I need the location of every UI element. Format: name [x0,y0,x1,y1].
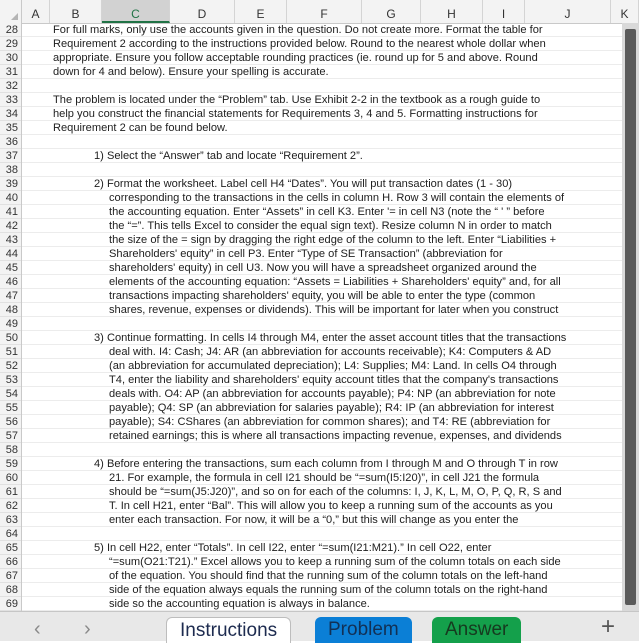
row-header[interactable]: 28 [0,23,21,37]
instruction-text: For full marks, only use the accounts given in the question. Do not create more. Format the table for [53,24,543,36]
instruction-text: (an abbreviation for accumulated depreciation); L4: Supplies; M4: Land. In cells O4 through [109,360,557,372]
instruction-text: of the equation. You should find that the running sum of the column totals on the left-hand [109,570,548,582]
worksheet-row[interactable] [22,485,622,499]
worksheet-row[interactable] [22,331,622,345]
instruction-text: retained earnings; this is where all transactions impacting revenue, expenses, and dividends [109,430,562,442]
instruction-text: shares, revenue, expenses or dividends). This will be important for later when you construct [109,304,559,316]
row-header[interactable]: 50 [0,331,21,345]
worksheet-row[interactable] [22,149,622,163]
row-header[interactable]: 31 [0,65,21,79]
worksheet-row[interactable] [22,23,622,37]
row-header[interactable]: 49 [0,317,21,331]
row-header[interactable]: 35 [0,121,21,135]
worksheet-row[interactable] [22,457,622,471]
instruction-text: the size of the = sign by dragging the right edge of the column to the left. Enter “Liabilities + [109,234,557,246]
instruction-text: 5) In cell H22, enter “Totals”. In cell I22, enter “=sum(I21:M21).” In cell O22, enter [94,542,492,554]
row-header[interactable]: 54 [0,387,21,401]
worksheet-row[interactable] [22,219,622,233]
row-header[interactable]: 30 [0,51,21,65]
column-header-d[interactable]: D [170,0,235,23]
instruction-text: down for 4 and below). Ensure your spelling is accurate. [53,66,329,78]
worksheet-row[interactable] [22,373,622,387]
instruction-text: payable); Q4: SP (an abbreviation for salaries payable); R4: IP (an abbreviation for interest [109,402,554,414]
worksheet-row[interactable] [22,345,622,359]
worksheet-row[interactable] [22,205,622,219]
instruction-text: 1) Select the “Answer” tab and locate “Requirement 2”. [94,150,363,162]
worksheet-row[interactable] [22,233,622,247]
instruction-text: side of the equation always equals the running sum of the column totals on the right-hand [109,584,548,596]
instruction-text: 4) Before entering the transactions, sum each column from I through M and O through T in row [94,458,558,470]
worksheet-row[interactable] [22,93,622,107]
scrollbar-thumb[interactable] [625,29,636,605]
row-header[interactable]: 68 [0,583,21,597]
instruction-text: 3) Continue formatting. In cells I4 through M4, enter the asset account titles that the transactions [94,332,567,344]
add-sheet-icon[interactable]: + [600,613,615,640]
worksheet-row[interactable] [22,275,622,289]
row-header[interactable]: 38 [0,163,21,177]
instruction-text: transactions impacting shareholders' equity, you will be able to enter the type (common [109,290,536,302]
worksheet-row[interactable] [22,541,622,555]
worksheet-row[interactable] [22,163,622,177]
row-header[interactable]: 64 [0,527,21,541]
row-header[interactable]: 69 [0,597,21,611]
row-header[interactable]: 29 [0,37,21,51]
worksheet-row[interactable] [22,513,622,527]
worksheet-row[interactable] [22,107,622,121]
column-header-h[interactable]: H [421,0,483,23]
instruction-text: Shareholders' equity” in cell P3. Enter “Type of SE Transaction” (abbreviation for [109,248,503,260]
instruction-text: the accounting equation. Enter “Assets” in cell K3. Enter '= in cell N3 (note the “ ' ” before [109,206,545,218]
worksheet-row[interactable] [22,527,622,541]
row-header[interactable]: 55 [0,401,21,415]
row-header[interactable]: 66 [0,555,21,569]
worksheet-row[interactable] [22,261,622,275]
worksheet-row[interactable] [22,597,622,611]
row-header[interactable]: 60 [0,471,21,485]
worksheet-row[interactable] [22,359,622,373]
worksheet-row[interactable] [22,583,622,597]
row-header[interactable]: 33 [0,93,21,107]
worksheet-row[interactable] [22,121,622,135]
worksheet-row[interactable] [22,429,622,443]
row-header[interactable]: 32 [0,79,21,93]
worksheet-row[interactable] [22,191,622,205]
column-header-c[interactable]: C [102,0,170,23]
instruction-text: payable); S4: CShares (an abbreviation for common shares); and T4: RE (abbreviation for [109,416,551,428]
row-header[interactable]: 45 [0,261,21,275]
worksheet-row[interactable] [22,79,622,93]
instruction-text: shareholders' equity) in cell U3. Now you will have a spreadsheet organized around the [109,262,537,274]
instruction-text: Requirement 2 according to the instructions provided below. Round to the nearest whole dollar when [53,38,546,50]
worksheet-row[interactable] [22,401,622,415]
tab-instructions[interactable]: Instructions [166,617,291,643]
instruction-text: 21. For example, the formula in cell I21 should be “=sum(I5:I20)”, in cell J21 the formula [109,472,540,484]
worksheet-row[interactable] [22,135,622,149]
column-header-a[interactable]: A [22,0,50,23]
row-header[interactable]: 63 [0,513,21,527]
worksheet-row[interactable] [22,387,622,401]
worksheet-row[interactable] [22,289,622,303]
worksheet-row[interactable] [22,415,622,429]
column-header-i[interactable]: I [483,0,525,23]
row-header[interactable]: 62 [0,499,21,513]
row-header[interactable]: 51 [0,345,21,359]
row-header[interactable]: 40 [0,191,21,205]
worksheet-row[interactable] [22,317,622,331]
row-header[interactable]: 67 [0,569,21,583]
worksheet-row[interactable] [22,471,622,485]
row-header[interactable]: 61 [0,485,21,499]
tab-problem[interactable]: Problem [315,617,412,643]
worksheet-row[interactable] [22,443,622,457]
row-header[interactable]: 37 [0,149,21,163]
row-header[interactable]: 58 [0,443,21,457]
row-header[interactable]: 46 [0,275,21,289]
row-header[interactable]: 59 [0,457,21,471]
column-header-f[interactable]: F [287,0,362,23]
row-header[interactable]: 41 [0,205,21,219]
row-header[interactable]: 48 [0,303,21,317]
column-header-bar [0,0,639,24]
instruction-text: deal with. I4: Cash; J4: AR (an abbreviation for accounts receivable); K4: Computers & AD [109,346,552,358]
column-header-b[interactable]: B [50,0,102,23]
instruction-text: help you construct the financial statements for Requirements 3, 4 and 5. Formatting instructions for [53,108,538,120]
tab-answer[interactable]: Answer [432,617,521,643]
column-header-g[interactable]: G [362,0,421,23]
worksheet-row[interactable] [22,247,622,261]
row-header[interactable]: 56 [0,415,21,429]
worksheet-grid[interactable] [22,23,622,611]
instruction-text: enter each transaction. For now, it will be a “0,” but this will change as you enter the [109,514,519,526]
worksheet-row[interactable] [22,51,622,65]
row-header[interactable]: 57 [0,429,21,443]
instruction-text: T. In cell H21, enter “Bal”. This will allow you to keep a running sum of the accounts as you [109,500,553,512]
worksheet-row[interactable] [22,65,622,79]
instruction-text: T4, enter the liability and shareholders' equity account titles that the company's transactions [109,374,559,386]
row-header-bar [0,23,22,611]
worksheet-row[interactable] [22,177,622,191]
instruction-text: 2) Format the worksheet. Label cell H4 “Dates”. You will put transaction dates (1 - 30) [94,178,513,190]
row-header[interactable]: 43 [0,233,21,247]
instruction-text: The problem is located under the “Problem” tab. Use Exhibit 2-2 in the textbook as a rough guide to [53,94,541,106]
row-header[interactable]: 44 [0,247,21,261]
worksheet-row[interactable] [22,499,622,513]
instruction-text: elements of the accounting equation: “Assets = Liabilities + Shareholders' equity” and, for all [109,276,561,288]
instruction-text: deals with. O4: AP (an abbreviation for accounts payable); P4: NP (an abbreviation for note [109,388,556,400]
previous-sheet-icon[interactable]: ‹ [34,618,41,640]
sheet-tab-bar [0,611,639,641]
vertical-scrollbar[interactable] [622,23,639,611]
select-all-corner[interactable] [0,0,22,23]
worksheet-row[interactable] [22,303,622,317]
worksheet-row[interactable] [22,555,622,569]
instruction-text: side so the accounting equation is always in balance. [109,598,370,610]
worksheet-row[interactable] [22,569,622,583]
instruction-text: appropriate. Ensure you follow acceptable rounding practices (ie. round up for 5 and above. Round [53,52,538,64]
column-header-e[interactable]: E [235,0,287,23]
row-header[interactable]: 39 [0,177,21,191]
row-header[interactable]: 53 [0,373,21,387]
row-header[interactable]: 47 [0,289,21,303]
column-header-j[interactable]: J [525,0,611,23]
instruction-text: corresponding to the transactions in the cells in column H. Row 3 will contain the elements of [109,192,565,204]
row-header[interactable]: 52 [0,359,21,373]
row-header[interactable]: 65 [0,541,21,555]
row-header[interactable]: 36 [0,135,21,149]
instruction-text: the “=”. This tells Excel to consider the equal sign text). Resize column N in order to match [109,220,552,232]
row-header[interactable]: 42 [0,219,21,233]
instruction-text: should be “=sum(J5:J20)”, and so on for each of the columns: I, J, K, L, M, O, P, Q, R, S and [109,486,562,498]
instruction-text: “=sum(O21:T21).” Excel allows you to keep a running sum of the column totals on each side [109,556,561,568]
instruction-text: Requirement 2 can be found below. [53,122,228,134]
next-sheet-icon[interactable]: › [84,618,91,640]
row-header[interactable]: 34 [0,107,21,121]
worksheet-row[interactable] [22,37,622,51]
column-header-k[interactable]: K [611,0,639,23]
